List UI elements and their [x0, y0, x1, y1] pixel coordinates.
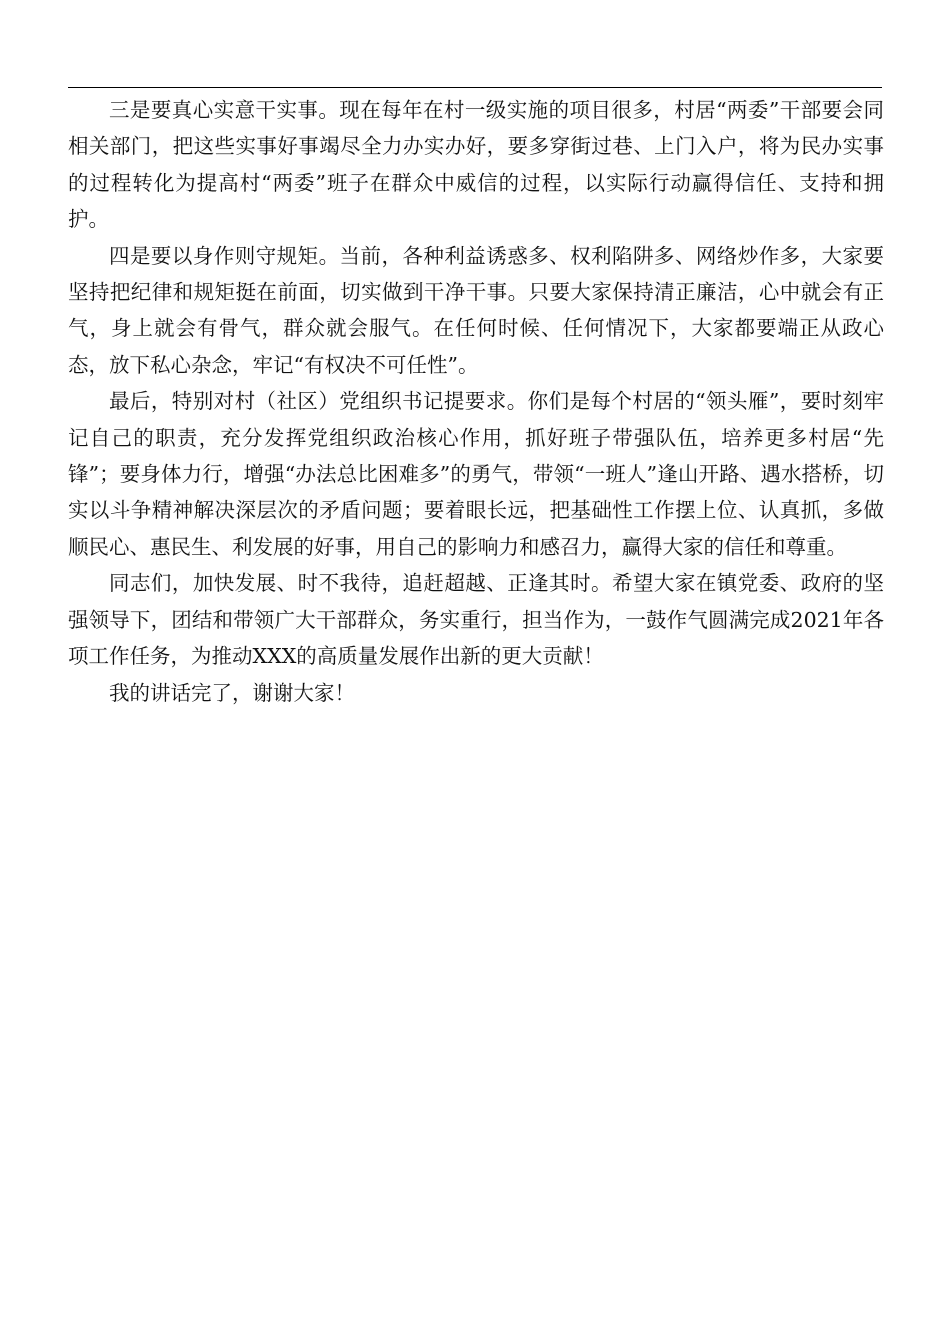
header-rule	[68, 87, 882, 88]
paragraph-shou-gui-ju: 四是要以身作则守规矩。当前，各种利益诱惑多、权利陷阱多、网络炒作多，大家要坚持把纪律和规矩挺在前面，切实做到干净干事。只要大家保持清正廉洁，心中就会有正气，身上就会有骨气，群众就会服气。在任何时候、任何情况下，大家都要端正从政心态，放下私心杂念，牢记“有权决不可任性”。	[68, 243, 884, 377]
paragraph-shi-gan-shi-shi: 三是要真心实意干实事。现在每年在村一级实施的项目很多，村居“两委”干部要会同相关部门，把这些实事好事竭尽全力办实办好，要多穿街过巷、上门入户，将为民办实事的过程转化为提高村“两委”班子在群众中威信的过程，以实际行动赢得信任、支持和拥护。	[68, 98, 884, 232]
paragraph-shu-ji-yao-qiu: 最后，特别对村（社区）党组织书记提要求。你们是每个村居的“领头雁”，要时刻牢记自己的职责，充分发挥党组织政治核心作用，抓好班子带强队伍，培养更多村居“先锋”；要身体力行，增强“办法总比困难多”的勇气，带领“一班人”逢山开路、遇水搭桥，切实以斗争精神解决深层次的矛盾问题；要着眼长远，把基础性工作摆上位、认真抓，多做顺民心、惠民生、利发展的好事，用自己的影响力和感召力，赢得大家的信任和尊重。	[68, 389, 884, 559]
document-body	[68, 92, 884, 711]
paragraph-thanks: 我的讲话完了，谢谢大家！	[109, 680, 355, 705]
paragraph-closing-appeal: 同志们，加快发展、时不我待，追赶超越、正逢其时。希望大家在镇党委、政府的坚强领导下，团结和带领广大干部群众，务实重行，担当作为，一鼓作气圆满完成2021年各项工作任务，为推动XXX的高质量发展作出新的更大贡献！	[68, 571, 884, 669]
